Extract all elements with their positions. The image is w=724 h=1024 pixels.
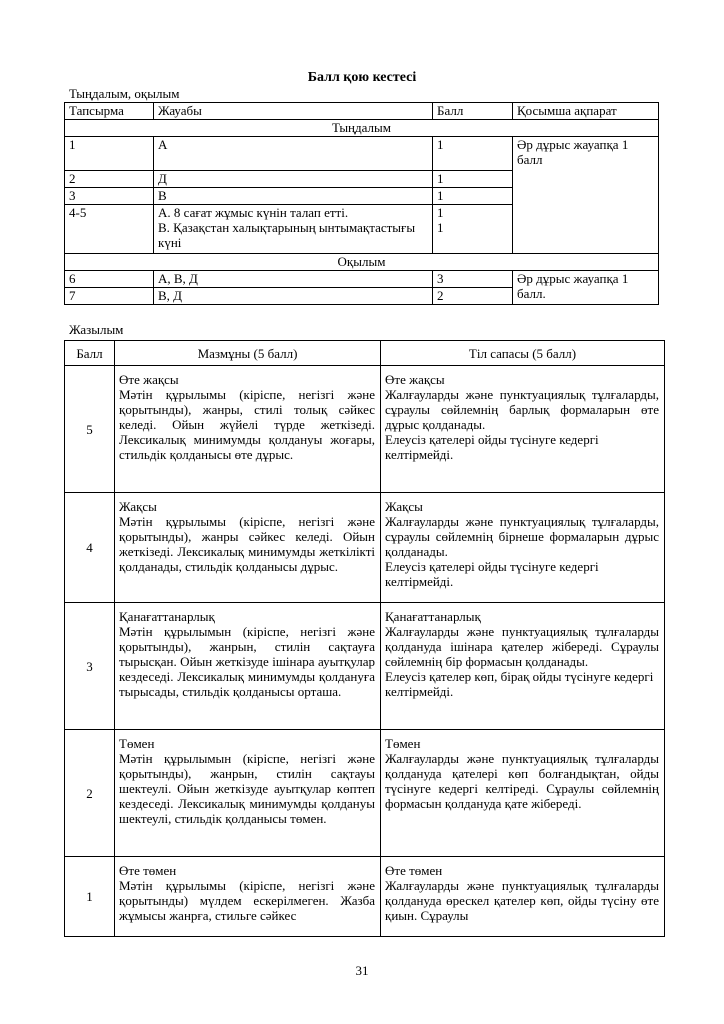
score-cell: 4 [65,493,115,603]
task-cell: 4-5 [65,205,154,254]
score-cell: 2 [433,288,513,305]
header-info: Қосымша ақпарат [513,103,659,120]
score-cell [433,205,513,254]
language-cell [381,493,665,603]
content-text: Мәтін құрылымы (кіріспе, негізгі және қорытынды), жанры, стилі толық сәйкес келеді. Ойын жүйелі түрде жеткізеді. Лексикалық минимумды қолдануы жоғары, стильдік қолданысы өте дұрыс. [119,387,375,462]
content-cell [115,366,381,493]
language-text: Жалғауларды және пунктуациялық тұлғаларды қолдануда қателері көп болғандықтан, ойды түсінуге кедергі келтіреді. Сұраулы сөйлемнің формасын қолдануда қате жібереді. [385,751,659,811]
language-cell [381,730,665,857]
answer-cell [154,205,433,254]
content-cell [115,730,381,857]
task-cell: 2 [65,171,154,188]
table-row [65,271,659,288]
page-title: Балл қою кестесі [307,70,417,85]
content-text: Мәтін құрылымын (кіріспе, негізгі және қорытынды), жанрын, стилін сақтауы шектеулі. Ойын жеткізуде ауытқулар көптеп кездеседі. Лексикалық минимумды қолдануы шектеулі, стильдік қолданысы төмен. [119,751,375,826]
language-cell [381,366,665,493]
language-cell [381,857,665,937]
task-cell: 1 [65,137,154,171]
content-level: Жақсы [119,499,157,514]
content-text: Мәтін құрылымы (кіріспе, негізгі және қорытынды) мүлдем ескерілмеген. Жазба жұмысы жанрға, стильге сәйкес [119,878,375,923]
answer-cell: Д [154,171,433,188]
language-text: Елеусіз қателері ойды түсінуге кедергі келтірмейді. [385,559,599,589]
content-level: Өте төмен [119,863,177,878]
language-text: Жалғауларды және пунктуациялық тұлғаларды, сұраулы сөйлемнің барлық формаларын өте дұрыс қолданады. [385,387,659,432]
table-header-row [65,103,659,120]
language-level: Жақсы [385,499,423,514]
language-text: Жалғауларды және пунктуациялық тұлғаларды қолдануда ішінара қателер жібереді. Сұраулы сөйлемнің бір формасын қолданады. [385,624,659,669]
score-cell: 1 [65,857,115,937]
section-caption-listening-reading: Тыңдалым, оқылым [69,86,180,101]
language-text: Жалғауларды және пунктуациялық тұлғаларды, сұраулы сөйлемнің бірнеше формаларын дұрыс қолданады. [385,514,659,559]
content-level: Төмен [119,736,155,751]
table-row [65,603,665,730]
content-level: Қанағаттанарлық [119,609,215,624]
answer-cell: А, В, Д [154,271,433,288]
score-cell: 2 [65,730,115,857]
table-row [65,493,665,603]
language-level: Қанағаттанарлық [385,609,481,624]
answer-cell: В, Д [154,288,433,305]
section-listening: Тыңдалым [65,120,659,137]
content-cell [115,493,381,603]
page-number: 31 [355,963,369,978]
score-cell: 1 [433,171,513,188]
language-cell [381,603,665,730]
language-level: Өте жақсы [385,372,445,387]
answer-line: А. 8 сағат жұмыс күнін талап етті. [158,205,349,220]
score-line: 1 [437,220,444,235]
language-text: Елеусіз қателері ойды түсінуге кедергі келтірмейді. [385,432,599,462]
score-cell: 3 [65,603,115,730]
score-line: 1 [437,205,444,220]
header-content: Мазмұны (5 балл) [115,341,381,366]
section-reading: Оқылым [65,254,659,271]
language-level: Өте төмен [385,863,443,878]
header-answer: Жауабы [154,103,433,120]
table-row [65,857,665,937]
task-cell: 3 [65,188,154,205]
writing-rubric-table [64,340,665,937]
listening-reading-table [64,102,659,305]
content-text: Мәтін құрылымы (кіріспе, негізгі және қорытынды), жанры сәйкес келеді. Ойын жеткізеді. Лексикалық минимумды жеткілікті қолданады, стильдік қолданысы дұрыс. [119,514,375,574]
task-cell: 7 [65,288,154,305]
table-row [65,366,665,493]
table-row [65,730,665,857]
language-text: Елеусіз қателер көп, бірақ ойды түсінуге кедергі келтірмейді. [385,669,654,699]
header-task: Тапсырма [65,103,154,120]
score-cell: 1 [433,188,513,205]
header-language: Тіл сапасы (5 балл) [381,341,665,366]
header-score: Балл [433,103,513,120]
section-caption-writing: Жазылым [69,322,124,337]
score-cell: 1 [433,137,513,171]
score-cell: 3 [433,271,513,288]
table-row [65,137,659,171]
task-cell: 6 [65,271,154,288]
content-level: Өте жақсы [119,372,179,387]
answer-cell: А [154,137,433,171]
header-score: Балл [65,341,115,366]
table-header-row [65,341,665,366]
content-cell [115,857,381,937]
content-text: Мәтін құрылымын (кіріспе, негізгі және қорытынды), жанрын, стилін сақтауға тырысқан. Ойын жеткізуде ішінара ауытқулар кездеседі. Лексикалық минимумды қолдануға тырысады, стильдік қолданысы орташа. [119,624,375,699]
score-cell: 5 [65,366,115,493]
language-level: Төмен [385,736,421,751]
content-cell [115,603,381,730]
listening-note: Әр дұрыс жауапқа 1 балл [513,137,659,254]
answer-line: В. Қазақстан халықтарының ынтымақтастығы күні [158,220,416,250]
language-text: Жалғауларды және пунктуациялық тұлғаларды қолдануда өрескел қателер көп, ойды түсіну өте қиын. Сұраулы [385,878,659,923]
answer-cell: В [154,188,433,205]
reading-note: Әр дұрыс жауапқа 1 балл. [513,271,659,305]
